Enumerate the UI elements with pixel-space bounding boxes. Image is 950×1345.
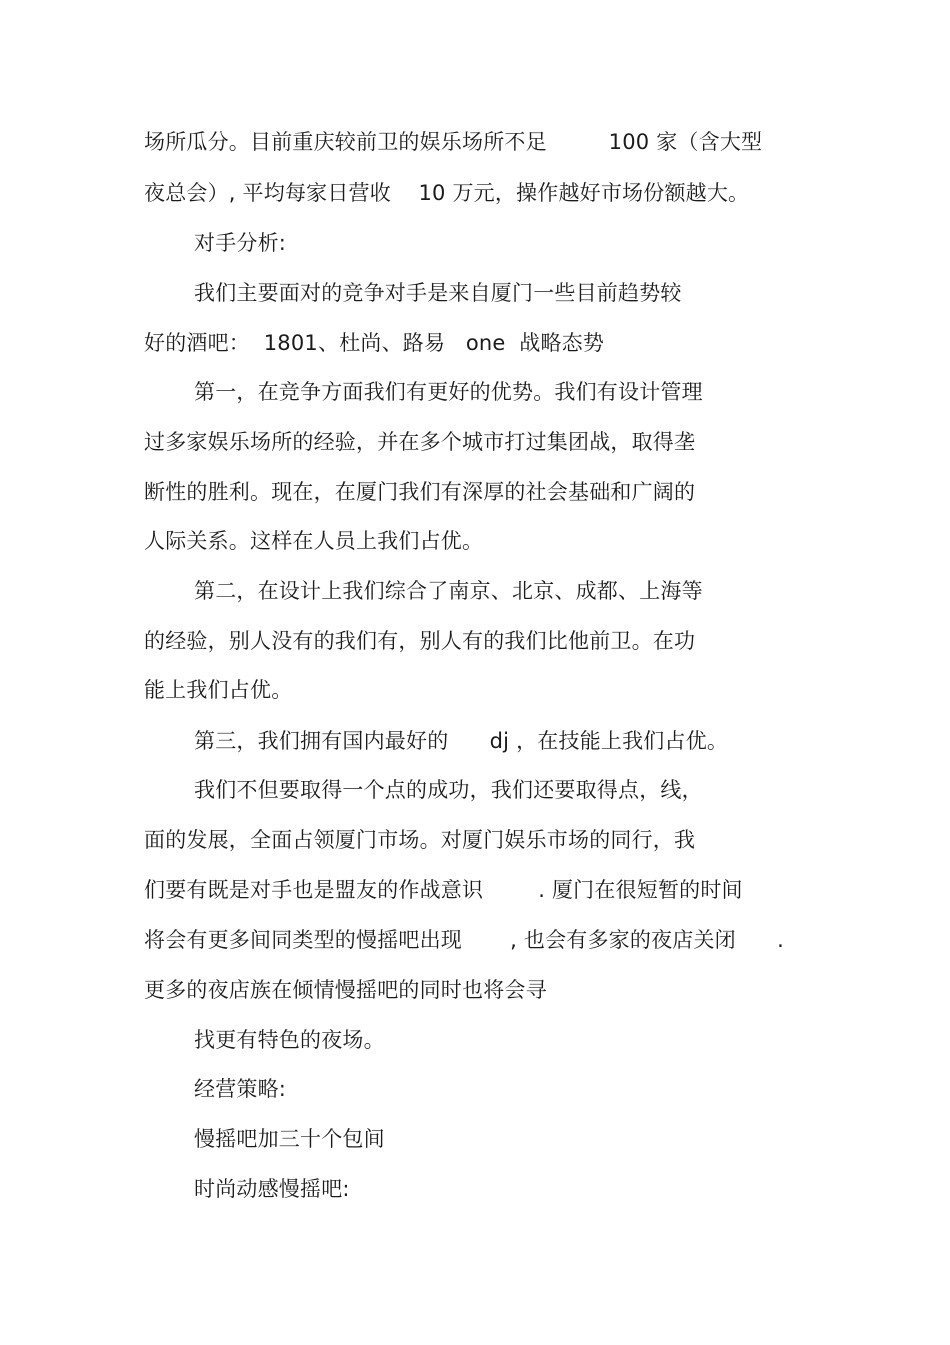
text-line: 能上我们占优。 (144, 678, 293, 702)
text-line: 面的发展，全面占领厦门市场。对厦门娱乐市场的同行，我 (144, 828, 696, 852)
text-line: 第二，在设计上我们综合了南京、北京、成都、上海等 (194, 579, 703, 603)
text-line: 对手分析: (194, 231, 287, 255)
text-line: 第三，我们拥有国内最好的 dj ，在技能上我们占优。 (194, 729, 729, 753)
text-line: 场所瓜分。目前重庆较前卫的娱乐场所不足 100 家（含大型 (144, 130, 763, 154)
text-line: 我们主要面对的竞争对手是来自厦门一些目前趋势较 (194, 281, 682, 305)
text-line: 第一，在竞争方面我们有更好的优势。我们有设计管理 (194, 380, 703, 404)
text-line: 好的酒吧： 1801、杜尚、路易 one 战略态势 (144, 331, 605, 355)
text-line: 将会有更多间同类型的慢摇吧出现 , 也会有多家的夜店关闭 . (144, 928, 785, 952)
text-line: 更多的夜店族在倾情慢摇吧的同时也将会寻 (144, 978, 547, 1002)
text-line: 慢摇吧加三十个包间 (194, 1127, 385, 1151)
text-line: 们要有既是对手也是盟友的作战意识 . 厦门在很短暂的时间 (144, 878, 743, 902)
text-line: 找更有特色的夜场。 (194, 1028, 385, 1052)
text-line: 夜总会）, 平均每家日营收 10 万元，操作越好市场份额越大。 (144, 181, 750, 205)
text-line: 时尚动感慢摇吧: (194, 1177, 350, 1201)
text-line: 经营策略: (194, 1077, 287, 1101)
text-line: 断性的胜利。现在，在厦门我们有深厚的社会基础和广阔的 (144, 480, 696, 504)
text-line: 我们不但要取得一个点的成功，我们还要取得点，线， (194, 778, 703, 802)
text-line: 的经验，别人没有的我们有，别人有的我们比他前卫。在功 (144, 629, 696, 653)
text-line: 过多家娱乐场所的经验，并在多个城市打过集团战，取得垄 (144, 430, 696, 454)
text-line: 人际关系。这样在人员上我们占优。 (144, 529, 484, 553)
